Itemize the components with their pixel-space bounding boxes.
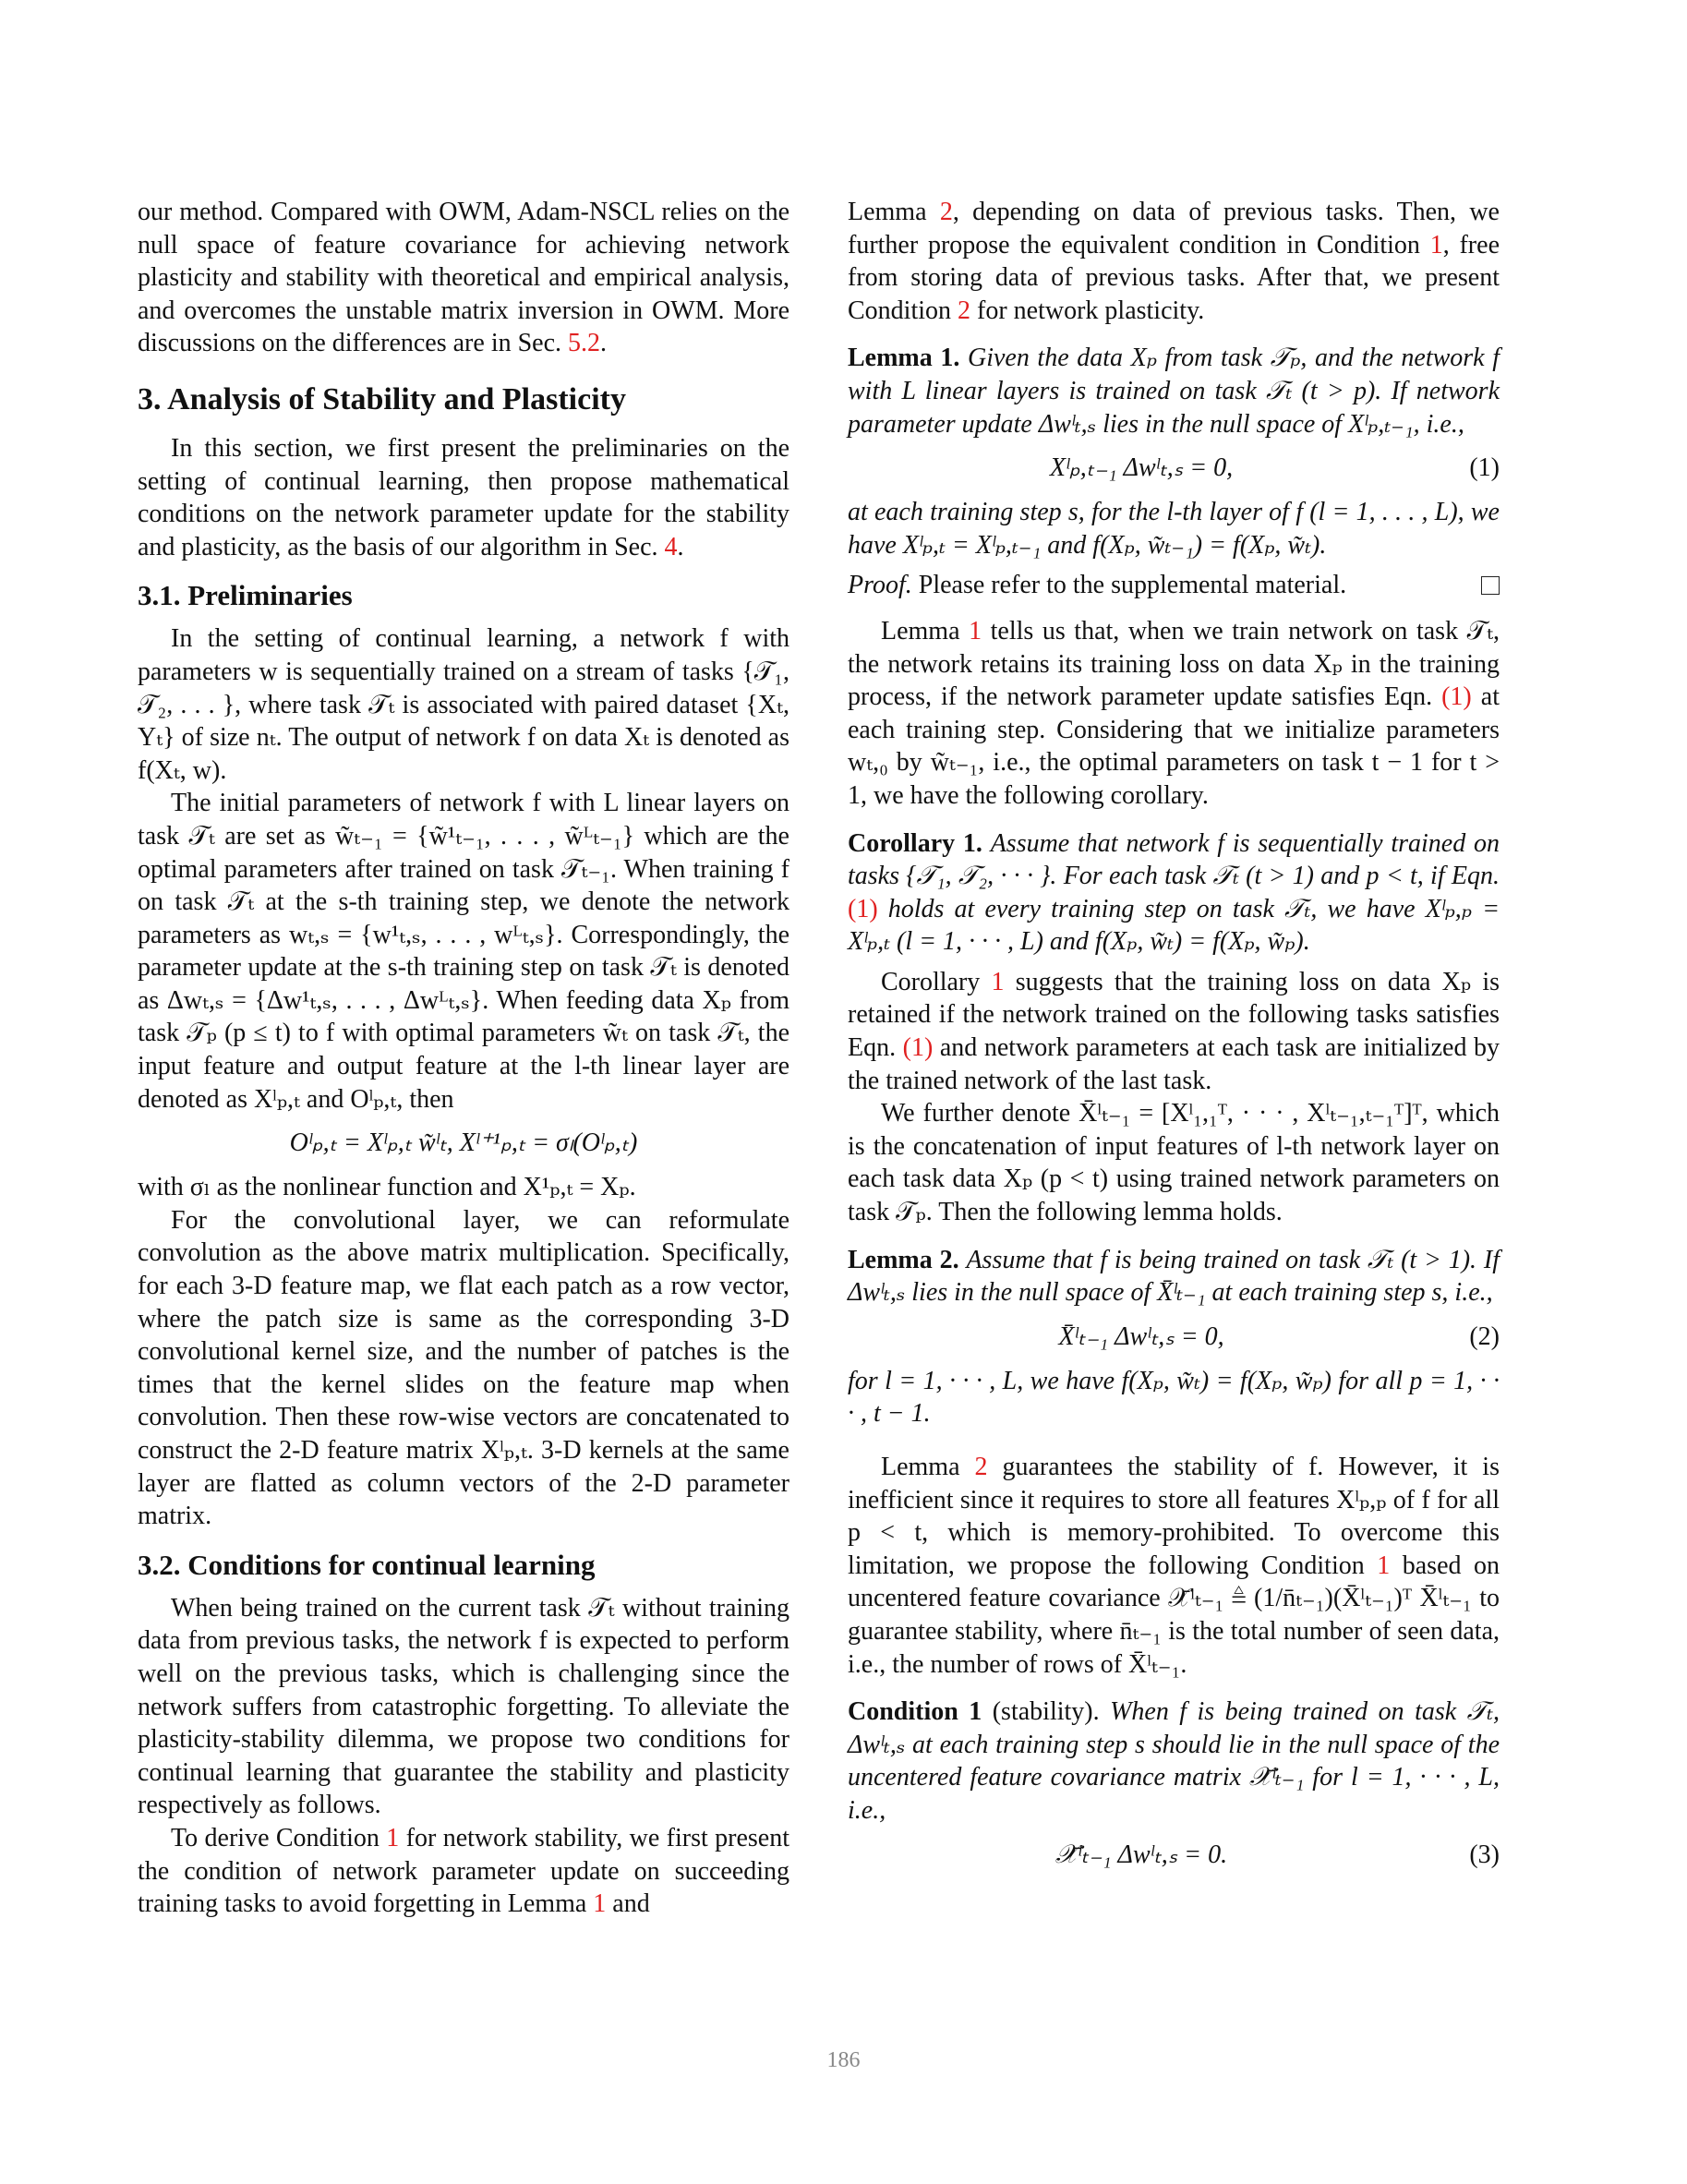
equation-link[interactable]: (1) — [1441, 682, 1472, 712]
paragraph-corollary-discussion — [848, 966, 1500, 1097]
text: at each training step. Considering that we initialize parameters wₜ,₀ by w̃ₜ₋₁, i.e., the optimal parameters on task t − 1 for t > 1, we have the following corollary. — [848, 682, 1500, 810]
paragraph-conditions-b — [138, 1822, 789, 1921]
text: Corollary — [881, 967, 992, 996]
paragraph-lemma1-discussion — [848, 615, 1500, 813]
text: , free from storing data of previous tasks. After that, we present Condition — [848, 230, 1500, 325]
equation-1-number: (1) — [1469, 453, 1500, 483]
text: holds at every training step on task 𝒯ₜ, we have Xˡₚ,ₚ = Xˡₚ,ₜ (l = 1, · · · , L) and f(Xₚ, w̃ₜ) = f(Xₚ, w̃ₚ). — [848, 894, 1500, 957]
lemma-link[interactable]: 2 — [939, 198, 953, 226]
condition-1 — [848, 1695, 1500, 1876]
proof — [848, 569, 1500, 602]
right-column — [848, 196, 1500, 1885]
equation-forward — [138, 1121, 789, 1165]
condition-link[interactable]: 2 — [958, 296, 971, 325]
lemma-1-statement — [848, 342, 1500, 440]
lemma-link[interactable]: 1 — [593, 1889, 607, 1919]
equation-link[interactable]: (1) — [848, 894, 878, 923]
section-3-heading: 3. Analysis of Stability and Plasticity — [138, 381, 626, 416]
lemma-2-conclusion: for l = 1, · · · , L, we have f(Xₚ, w̃ₜ) = f(Xₚ, w̃ₚ) for all p = 1, · · · , t − 1. — [848, 1366, 1500, 1429]
condition-link[interactable]: 1 — [386, 1823, 400, 1852]
text: tells us that, when we train network on task 𝒯ₜ, the network retains its training loss on data Xₚ in the training process, if the network parameter update satisfies Eqn. — [848, 616, 1500, 712]
subsection-3-1-heading: 3.1. Preliminaries — [138, 579, 353, 612]
equation-2-body: X̄ˡₜ₋₁ Δwˡₜ,ₛ = 0, — [1058, 1322, 1224, 1352]
lemma-link[interactable]: 2 — [974, 1453, 988, 1481]
condition-1-label: Condition 1 — [848, 1697, 982, 1727]
text: Lemma — [881, 1453, 975, 1481]
paragraph-top — [848, 196, 1500, 327]
lemma-2-statement — [848, 1244, 1500, 1309]
text: Assume that network f is sequentially trained on tasks {𝒯₁, 𝒯₂, · · · }. For each task 𝒯ₜ (t > 1) and p < t, if Eqn. — [848, 828, 1500, 891]
paragraph-convolution: For the convolutional layer, we can reformulate convolution as the above matrix multiplication. Specifically, for each 3-D feature map, we flat each patch as a row vector, where the patch size is same as the corresponding 3-D convolutional kernel size, and the number of patches is the times that the kernel slides on the feature map when convolution. Then these row-wise vectors are concatenated to construct the 2-D feature matrix Xˡₚ,ₜ. 3-D kernels at the same layer are flatted as column vectors of the 2-D parameter matrix. — [138, 1205, 789, 1531]
equation-3 — [848, 1833, 1500, 1877]
equation-1 — [848, 446, 1500, 490]
text: Lemma — [881, 616, 970, 646]
equation-forward-body: Oˡₚ,ₜ = Xˡₚ,ₜ w̃ˡₜ, Xˡ⁺¹ₚ,ₜ = σₗ(Oˡₚ,ₜ) — [289, 1128, 638, 1158]
condition-1-statement — [848, 1695, 1500, 1827]
text: and network parameters at each task are initialized by the trained network of the last task. — [848, 1033, 1500, 1095]
text: In this section, we first present the preliminaries on the setting of continual learning, then propose mathematical conditions on the network parameter update for the stability and plasticity, as the basis of our algorithm in Sec. — [138, 433, 789, 561]
condition-link[interactable]: 1 — [1429, 230, 1443, 259]
equation-1-body: Xˡₚ,ₜ₋₁ Δwˡₜ,ₛ = 0, — [1049, 453, 1234, 483]
lemma-1-text: Given the data Xₚ from task 𝒯ₚ, and the network f with L linear layers is trained on task 𝒯ₜ (t > p). If network parameter update Δwˡₜ,ₛ lies in the null space of Xˡₚ,ₜ₋₁, i.e., — [848, 344, 1500, 439]
text: our method. Compared with OWM, Adam-NSCL relies on the null space of feature covariance for achieving network plasticity and stability with theoretical and empirical analysis, and overcomes the unstable matrix inversion in OWM. More discussions on the differences are in Sec. — [138, 198, 789, 358]
lemma-2-text: Assume that f is being trained on task 𝒯ₜ (t > 1). If Δwˡₜ,ₛ lies in the null space of X̄ˡₜ₋₁ at each training step s, i.e., — [848, 1245, 1500, 1308]
paragraph-intro-continued: our method. Compared with OWM, Adam-NSCL relies on the null space of feature covariance for achieving network plasticity and stability with theoretical and empirical analysis, and overcomes the unstable matrix inversion in OWM. More discussions on the differences are in Sec. 5.2. — [138, 198, 789, 358]
page-number: 186 — [826, 2048, 861, 2072]
lemma-link[interactable]: 1 — [969, 616, 982, 646]
lemma-1 — [848, 342, 1500, 561]
text: To derive Condition — [171, 1823, 387, 1852]
left-column — [138, 196, 789, 1921]
lemma-1-conclusion: at each training step s, for the l-th layer of f (l = 1, . . . , L), we have Xˡₚ,ₜ = Xˡₚ,ₜ₋₁ and f(Xₚ, w̃ₜ₋₁) = f(Xₚ, w̃ₜ). — [848, 498, 1500, 560]
lemma-2 — [848, 1244, 1500, 1430]
subsection-3-2-heading: 3.2. Conditions for continual learning — [138, 1548, 596, 1581]
section-link[interactable]: 4 — [664, 532, 678, 561]
lemma-2-label: Lemma 2. — [848, 1245, 959, 1274]
equation-2-number: (2) — [1469, 1322, 1500, 1352]
paragraph-preliminaries-b: The initial parameters of network f with L linear layers on task 𝒯ₜ are set as w̃ₜ₋₁ = {w̃¹ₜ₋₁, . . . , w̃ᴸₜ₋₁} which are the optimal parameters after trained on task 𝒯ₜ₋₁. When training f on task 𝒯ₜ at the s-th training step, we denote the network parameters as wₜ,ₛ = {w¹ₜ,ₛ, . . . , wᴸₜ,ₛ}. Correspondingly, the parameter update at the s-th training step on task 𝒯ₜ is denoted as Δwₜ,ₛ = {Δw¹ₜ,ₛ, . . . , Δwᴸₜ,ₛ}. When feeding data Xₚ from task 𝒯ₚ (p ≤ t) to f with optimal parameters w̃ₜ on task 𝒯ₜ, the input feature and output feature at the l-th linear layer are denoted as Xˡₚ,ₜ and Oˡₚ,ₜ, then — [138, 789, 789, 1114]
text: and — [606, 1889, 650, 1919]
equation-3-number: (3) — [1469, 1840, 1500, 1869]
paragraph-conditions-a: When being trained on the current task 𝒯ₜ without training data from previous tasks, the network f is expected to perform well on the previous tasks, which is challenging since the network suffers from catastrophic forgetting. To alleviate the plasticity-stability dilemma, we propose two conditions for continual learning that guarantee the stability and plasticity respectively as follows. — [138, 1593, 789, 1820]
corollary-link[interactable]: 1 — [991, 967, 1005, 996]
text: for network plasticity. — [970, 296, 1205, 325]
equation-link[interactable]: (1) — [902, 1033, 934, 1063]
lemma-1-label: Lemma 1. — [848, 344, 960, 373]
condition-link[interactable]: 1 — [1377, 1551, 1391, 1580]
equation-2 — [848, 1315, 1500, 1359]
proof-text — [848, 569, 1346, 602]
corollary-1-label: Corollary 1. — [848, 828, 982, 858]
text: suggests that the training loss on data Xₚ is retained if the network trained on the following tasks satisfies Eqn. — [848, 967, 1500, 1063]
text: Lemma — [848, 198, 940, 226]
equation-3-body: 𝒳̄ˡₜ₋₁ Δwˡₜ,ₛ = 0. — [1054, 1840, 1228, 1869]
text: (stability). — [982, 1697, 1100, 1727]
text: for network stability, we first present the condition of network parameter update on succeeding training tasks to avoid forgetting in Lemma — [138, 1823, 789, 1919]
text: Please refer to the supplemental material. — [911, 571, 1347, 600]
condition-1-text: When f is being trained on task 𝒯ₜ, Δwˡₜ,ₛ at each training step s should lie in the null space of the uncentered feature covariance matrix 𝒳̄ˡₜ₋₁ for l = 1, · · · , L, i.e., — [848, 1697, 1500, 1825]
proof-label: Proof. — [848, 571, 912, 600]
text: guarantees the stability of f. However, it is inefficient since it requires to store all features Xˡₚ,ₚ of f for all p < t, which is memory-prohibited. To overcome this limitation, we propose the following Condition — [848, 1453, 1500, 1580]
section-link[interactable]: 5.2 — [568, 329, 601, 358]
qed-box-icon — [1481, 576, 1500, 595]
section-3-intro: In this section, we first present the preliminaries on the setting of continual learning, then propose mathematical conditions on the network parameter update for the stability and plasticity, as the basis of our algorithm in Sec. 4. — [138, 433, 789, 561]
corollary-1 — [848, 827, 1500, 959]
paragraph-lemma2-discussion — [848, 1451, 1500, 1681]
text: based on uncentered feature covariance 𝒳̄ˡₜ₋₁ ≜ (1/n̄ₜ₋₁)(X̄ˡₜ₋₁)ᵀ X̄ˡₜ₋₁ to guarantee stability, where n̄ₜ₋₁ is the total number of seen data, i.e., the number of rows of X̄ˡₜ₋₁. — [848, 1551, 1500, 1679]
text: , depending on data of previous tasks. Then, we further propose the equivalent condition in Condition — [848, 198, 1500, 259]
paragraph-denote: We further denote X̄ˡₜ₋₁ = [Xˡ₁,₁ᵀ, · · · , Xˡₜ₋₁,ₜ₋₁ᵀ]ᵀ, which is the concatenation of input features of l-th network layer on each task data Xₚ (p < t) using trained network parameters on task 𝒯ₚ. Then the following lemma holds. — [848, 1099, 1500, 1227]
paragraph-preliminaries-a: In the setting of continual learning, a network f with parameters w is sequentially trained on a stream of tasks {𝒯₁, 𝒯₂, . . . }, where task 𝒯ₜ is associated with paired dataset {Xₜ, Yₜ} of size nₜ. The output of network f on data Xₜ is denoted as f(Xₜ, w). — [138, 624, 789, 785]
paragraph-nonlinear: with σₗ as the nonlinear function and X¹ₚ,ₜ = Xₚ. — [138, 1173, 636, 1202]
corollary-1-statement — [848, 827, 1500, 959]
